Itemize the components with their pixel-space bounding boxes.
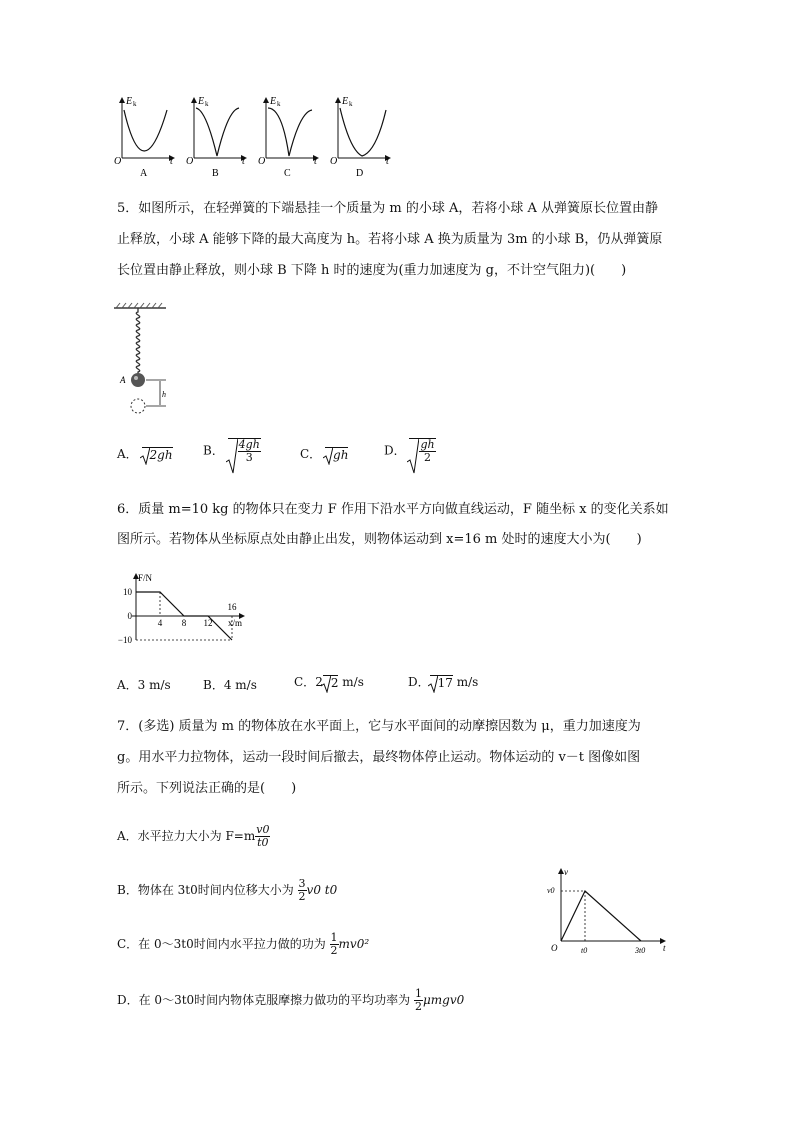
svg-text:k: k — [349, 100, 353, 108]
x-tick-label: 16 — [227, 602, 237, 612]
svg-text:O: O — [186, 156, 194, 167]
q7-line-1: 7．(多选) 质量为 m 的物体放在水平面上，它与水平面间的动摩擦因数为 μ，重力加速度为 — [117, 719, 641, 734]
y-tick-label: −10 — [117, 635, 132, 645]
q6-option-c[interactable]: C．2 2 m/s — [294, 675, 364, 690]
svg-text:t: t — [663, 943, 666, 953]
q5-option-b[interactable]: B． $\frac{4gh}{3}$ — [203, 438, 261, 464]
ek-graph-c — [258, 96, 318, 179]
ek-graph-a — [114, 96, 174, 179]
q5-line-2: 止释放，小球 A 能够下降的最大高度为 h。若将小球 A 换为质量为 3m 的小球 B，仍从弹簧原 — [117, 232, 663, 247]
sqrt-sign: 17 — [430, 675, 453, 690]
svg-text:E: E — [342, 96, 349, 107]
ek-graphs — [112, 92, 402, 180]
svg-text:v0: v0 — [547, 886, 555, 895]
svg-text:t: t — [314, 156, 317, 167]
q5-option-c[interactable]: C． gh — [300, 447, 349, 462]
q6-option-b[interactable]: B．4 m/s — [203, 678, 257, 692]
svg-text:D: D — [356, 168, 364, 179]
svg-text:A: A — [120, 375, 126, 385]
svg-text:B: B — [212, 168, 219, 179]
svg-text:t: t — [242, 156, 245, 167]
svg-text:k: k — [133, 100, 137, 108]
svg-text:h: h — [162, 390, 166, 399]
ek-graph-d — [330, 96, 390, 179]
q7-option-c[interactable]: C．在 0～3t0时间内水平拉力做的功为 $\frac{1}{2}$ mv0² — [117, 931, 370, 957]
svg-text:O: O — [551, 943, 558, 953]
q7-line-2: g。用水平力拉物体，运动一段时间后撤去，最终物体停止运动。物体运动的 v－t 图像如图 — [117, 750, 641, 765]
x-tick-label: 4 — [157, 618, 163, 628]
sqrt-frac: $\frac{4gh}{3}$ — [228, 438, 261, 464]
svg-text:A: A — [140, 168, 148, 179]
svg-text:k: k — [205, 100, 209, 108]
svg-text:t0: t0 — [581, 946, 588, 955]
q7-option-d[interactable]: D．在 0～3t0时间内物体克服摩擦力做功的平均功率为 $\frac{1}{2}$ μmgv0 — [117, 987, 465, 1013]
q7-option-a[interactable]: A．水平拉力大小为 F=m $\frac{v0}{t0}$ — [117, 823, 270, 849]
y-tick-label: 0 — [127, 611, 132, 621]
x-tick-label: 12 — [203, 618, 213, 628]
x-tick-label: 8 — [181, 618, 187, 628]
svg-text:O: O — [114, 156, 122, 167]
sqrt-sign: gh — [325, 447, 348, 462]
q5-option-a[interactable]: A． 2gh — [117, 447, 173, 462]
y-tick-label: 10 — [123, 587, 132, 597]
sqrt-sign: 2gh — [142, 447, 173, 462]
svg-text:C: C — [284, 168, 291, 179]
ball-dashed — [131, 399, 145, 413]
svg-text:t: t — [386, 156, 389, 167]
y-axis-label: F/N — [138, 573, 153, 583]
q5-line-1: 5．如图所示，在轻弹簧的下端悬挂一个质量为 m 的小球 A，若将小球 A 从弹簧原长位置由静 — [117, 201, 659, 216]
q6-option-a[interactable]: A．3 m/s — [117, 678, 171, 692]
q7-option-b[interactable]: B．物体在 3t0时间内位移大小为 $\frac{3}{2}$ v0 t0 — [117, 877, 338, 903]
svg-text:O: O — [330, 156, 338, 167]
velocity-line — [561, 891, 641, 941]
spring-figure — [110, 302, 190, 420]
svg-text:E: E — [126, 96, 133, 107]
svg-text:3t0: 3t0 — [635, 946, 646, 955]
q6-line-2: 图所示。若物体从坐标原点处由静止出发，则物体运动到 x=16 m 处时的速度大小为( ) — [117, 532, 642, 547]
svg-text:t: t — [170, 156, 173, 167]
q6-line-1: 6．质量 m=10 kg 的物体只在变力 F 作用下沿水平方向做直线运动，F 随坐标 x 的变化关系如 — [117, 502, 669, 517]
q7-line-3: 所示。下列说法正确的是( ) — [117, 781, 297, 796]
sqrt-sign: 2 — [323, 675, 339, 690]
q6-option-d[interactable]: D． 17 m/s — [408, 675, 479, 690]
force-position-chart — [112, 570, 262, 646]
svg-text:k: k — [277, 100, 281, 108]
q5-line-3: 长位置由静止释放，则小球 B 下降 h 时的速度为(重力加速度为 g，不计空气阻力)( ) — [117, 263, 627, 278]
sqrt-frac: $\frac{gh}{2}$ — [409, 438, 435, 464]
svg-text:v: v — [564, 867, 568, 877]
svg-text:E: E — [270, 96, 277, 107]
q5-option-d[interactable]: D． $\frac{gh}{2}$ — [384, 438, 436, 464]
velocity-time-chart — [545, 865, 675, 957]
ball-a — [131, 373, 145, 387]
svg-text:E: E — [198, 96, 205, 107]
svg-text:O: O — [258, 156, 266, 167]
x-axis-label: x/m — [228, 618, 243, 628]
ek-graph-b — [186, 96, 246, 179]
